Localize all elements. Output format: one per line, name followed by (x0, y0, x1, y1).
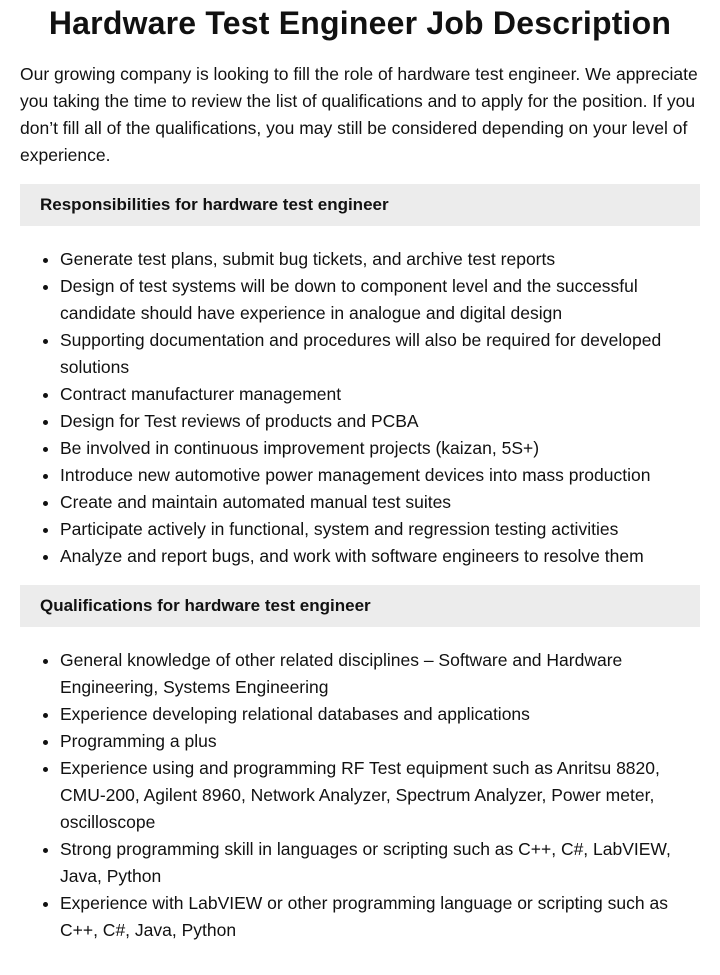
list-item: • Analyze and report bugs, and work with software engineers to resolve them (60, 543, 700, 570)
intro-paragraph: Our growing company is looking to fill the role of hardware test engineer. We appreciate you taking the time to review the list of qualifications and to apply for the position. If you don’t fill all of the qualifications, you may still be considered depending on your level of experience. (20, 64, 698, 165)
list-item: • Generate test plans, submit bug tickets, and archive test reports (60, 246, 700, 273)
list-item: • General knowledge of other related disciplines – Software and Hardware Engineering, Systems Engineering (60, 647, 700, 701)
qualifications-heading: Qualifications for hardware test engineer (20, 585, 700, 627)
list-item: • Experience developing relational databases and applications (60, 701, 700, 728)
list-item: • Programming a plus (60, 728, 700, 755)
list-item: • Participate actively in functional, system and regression testing activities (60, 516, 700, 543)
page-title: Hardware Test Engineer Job Description (48, 5, 672, 41)
list-item: • Introduce new automotive power management devices into mass production (60, 462, 700, 489)
list-item: • Supporting documentation and procedures will also be required for developed solutions (60, 327, 700, 381)
list-item: • Strong programming skill in languages or scripting such as C++, C#, LabVIEW, Java, Python (60, 836, 700, 890)
list-item: • Experience with LabVIEW or other programming language or scripting such as C++, C#, Java, Python (60, 890, 700, 944)
responsibilities-list (20, 246, 700, 570)
responsibilities-heading: Responsibilities for hardware test engineer (20, 184, 700, 226)
list-item: • Contract manufacturer management (60, 381, 700, 408)
list-item: • Create and maintain automated manual test suites (60, 489, 700, 516)
list-item: • Design of test systems will be down to component level and the successful candidate should have experience in analogue and digital design (60, 273, 700, 327)
qualifications-list (20, 647, 700, 944)
list-item: • Experience using and programming RF Test equipment such as Anritsu 8820, CMU-200, Agilent 8960, Network Analyzer, Spectrum Analyzer, Power meter, oscilloscope (60, 755, 700, 836)
list-item: • Be involved in continuous improvement projects (kaizan, 5S+) (60, 435, 700, 462)
list-item: • Design for Test reviews of products and PCBA (60, 408, 700, 435)
